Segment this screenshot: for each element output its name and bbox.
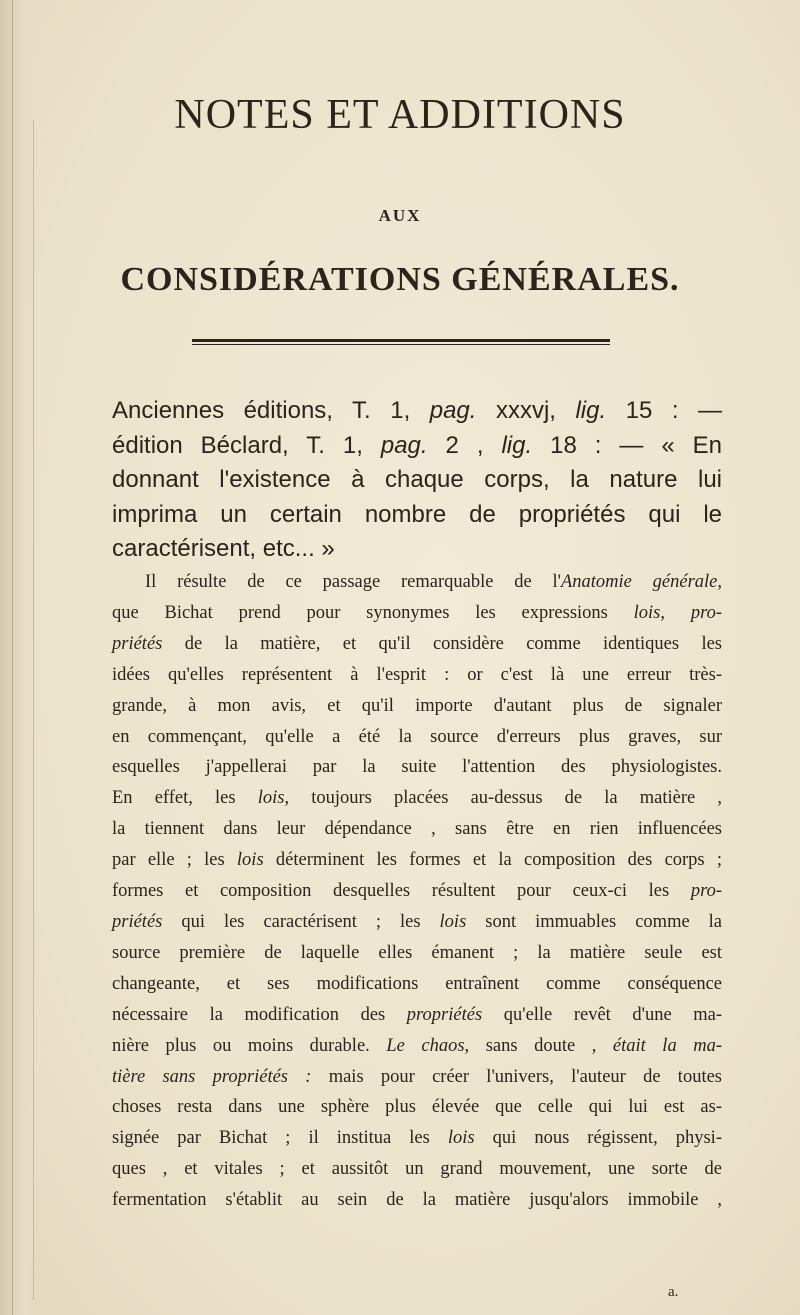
body-line: formes et composition desquelles résultent pour ceux-ci les pro- [112, 881, 722, 902]
body-line: priétés qui les caractérisent ; les lois sont immuables comme la [112, 911, 722, 932]
signature-mark: a. [668, 1284, 679, 1300]
body-line: priétés de la matière, et qu'il considère comme identiques les [112, 633, 722, 654]
body-line: idées qu'elles représentent à l'esprit : or c'est là une erreur très- [112, 664, 722, 685]
reference-line-4: imprima un certain nombre de propriétés qui le [112, 500, 722, 528]
page-binding-shadow [0, 0, 40, 1315]
body-line: par elle ; les lois déterminent les formes et la composition des corps ; [112, 850, 722, 871]
body-line: changeante, et ses modifications entraînent comme conséquence [112, 973, 722, 994]
body-line: choses resta dans une sphère plus élevée que celle qui lui est as- [112, 1097, 722, 1118]
reference-paragraph [112, 394, 722, 567]
body-line: nière plus ou moins durable. Le chaos, sans doute , était la ma- [112, 1035, 723, 1056]
body-line: fermentation s'établit au sein de la matière jusqu'alors immobile , [112, 1190, 722, 1211]
body-line: tière sans propriétés : mais pour créer l'univers, l'auteur de toutes [112, 1066, 722, 1087]
reference-line-1: Anciennes éditions, T. 1, pag. xxxvj, lig. 15 : — [112, 397, 722, 424]
rule-thin-line [192, 344, 610, 345]
reference-line-5: caractérisent, etc... » [112, 535, 335, 562]
body-line: ques , et vitales ; et aussitôt un grand mouvement, une sorte de [112, 1159, 722, 1180]
body-line: que Bichat prend pour synonymes les expressions lois, pro- [112, 602, 722, 623]
body-line: Il résulte de ce passage remarquable de l'Anatomie générale, [145, 572, 722, 592]
body-line: la tiennent dans leur dépendance , sans être en rien influencées [112, 819, 722, 840]
body-line: source première de laquelle elles émanent ; la matière seule est [112, 942, 722, 963]
page-subtitle: AUX [378, 206, 422, 225]
reference-line-2: édition Béclard, T. 1, pag. 2 , lig. 18 : — « En [112, 431, 722, 459]
section-heading: CONSIDÉRATIONS GÉNÉRALES. [120, 261, 680, 298]
body-line: En effet, les lois, toujours placées au-dessus de la matière , [112, 788, 722, 809]
body-line: signée par Bichat ; il institua les lois qui nous régissent, physi- [112, 1128, 722, 1149]
body-line: esquelles j'appellerai par la suite l'attention des physiologistes. [112, 757, 722, 778]
page-title: NOTES ET ADDITIONS [174, 92, 626, 138]
body-line: grande, à mon avis, et qu'il importe d'autant plus de signaler [112, 695, 722, 716]
commentary-paragraph [112, 567, 722, 1216]
double-rule-divider [192, 339, 610, 346]
reference-line-3: donnant l'existence à chaque corps, la nature lui [112, 466, 722, 493]
binding-edge-line [12, 0, 13, 1315]
body-line: nécessaire la modification des propriétés qu'elle revêt d'une ma- [112, 1004, 722, 1025]
rule-thick-line [192, 339, 610, 342]
body-line: en commençant, qu'elle a été la source d'erreurs plus graves, sur [112, 726, 722, 747]
